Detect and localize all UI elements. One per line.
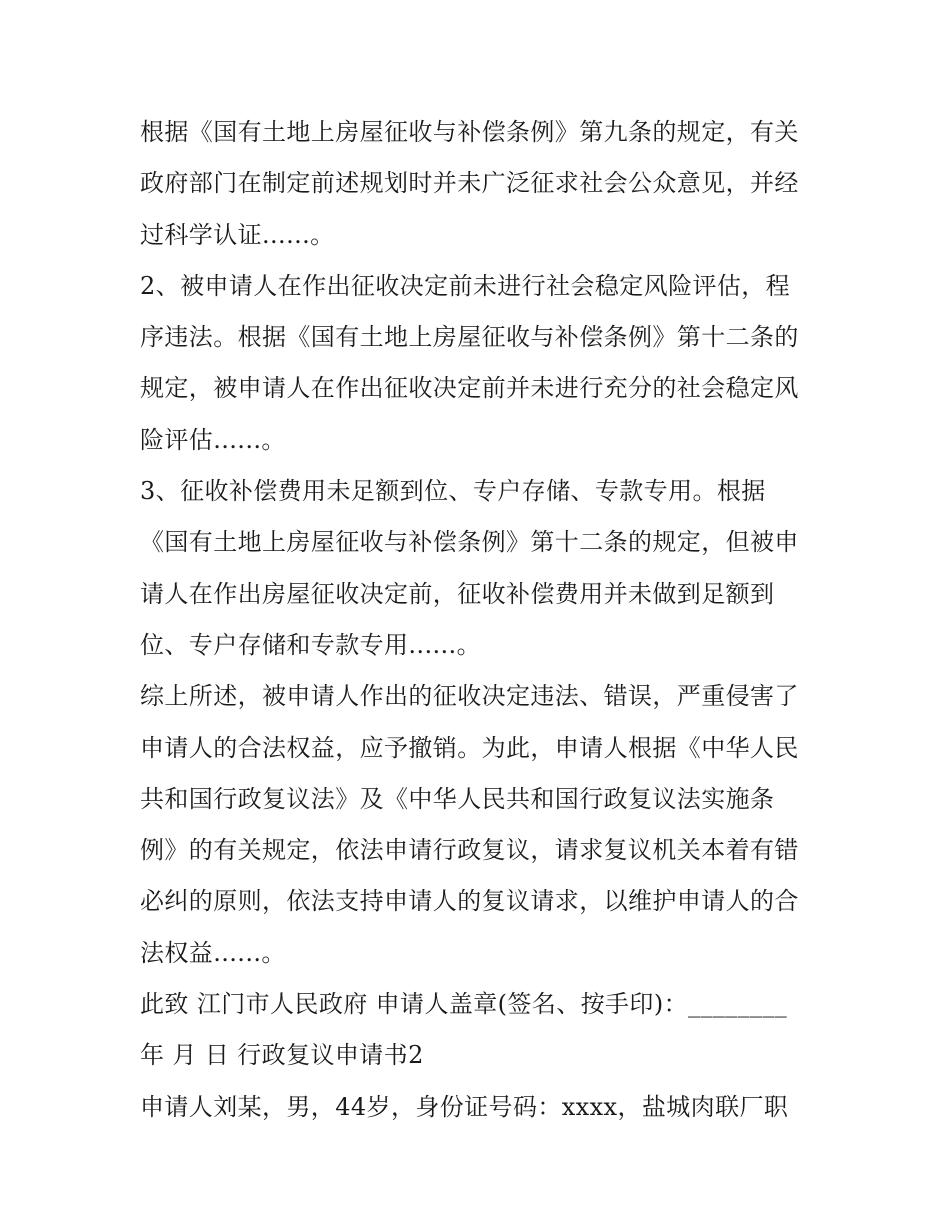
text-line: 《国有土地上房屋征收与补偿条例》第十二条的规定，但被申 — [140, 528, 799, 557]
text-line: 法权益......。 — [140, 938, 286, 967]
text-line: 申请人刘某，男，44岁，身份证号码：xxxx，盐城肉联厂职 — [140, 1092, 789, 1121]
closing-signature-line: 此致 江门市人民政府 申请人盖章(签名、按手印)：________ — [140, 990, 788, 1019]
text-line: 3、征收补偿费用未足额到位、专户存储、专款专用。根据 — [140, 477, 766, 506]
text-line: 政府部门在制定前述规划时并未广泛征求社会公众意见，并经 — [140, 169, 799, 198]
text-line: 综上所述，被申请人作出的征收决定违法、错误，严重侵害了 — [140, 682, 799, 711]
text-line: 申请人的合法权益，应予撤销。为此，申请人根据《中华人民 — [140, 733, 799, 762]
text-line: 序违法。根据《国有土地上房屋征收与补偿条例》第十二条的 — [140, 323, 799, 352]
text-line: 2、被申请人在作出征收决定前未进行社会稳定风险评估，程 — [140, 271, 791, 300]
text-line: 险评估......。 — [140, 425, 286, 454]
text-line: 规定，被申请人在作出征收决定前并未进行充分的社会稳定风 — [140, 374, 799, 403]
text-line: 例》的有关规定，依法申请行政复议，请求复议机关本着有错 — [140, 836, 799, 865]
text-line: 请人在作出房屋征收决定前，征收补偿费用并未做到足额到 — [140, 579, 775, 608]
text-line: 根据《国有土地上房屋征收与补偿条例》第九条的规定，有关 — [140, 118, 799, 146]
text-line: 位、专户存储和专款专用......。 — [140, 630, 481, 659]
text-line: 过科学认证......。 — [140, 220, 335, 249]
date-and-title-line: 年 月 日 行政复议申请书2 — [140, 1041, 424, 1070]
text-line: 共和国行政复议法》及《中华人民共和国行政复议法实施条 — [140, 784, 775, 813]
text-line: 必纠的原则，依法支持申请人的复议请求，以维护申请人的合 — [140, 887, 799, 916]
document-body — [140, 107, 820, 1133]
